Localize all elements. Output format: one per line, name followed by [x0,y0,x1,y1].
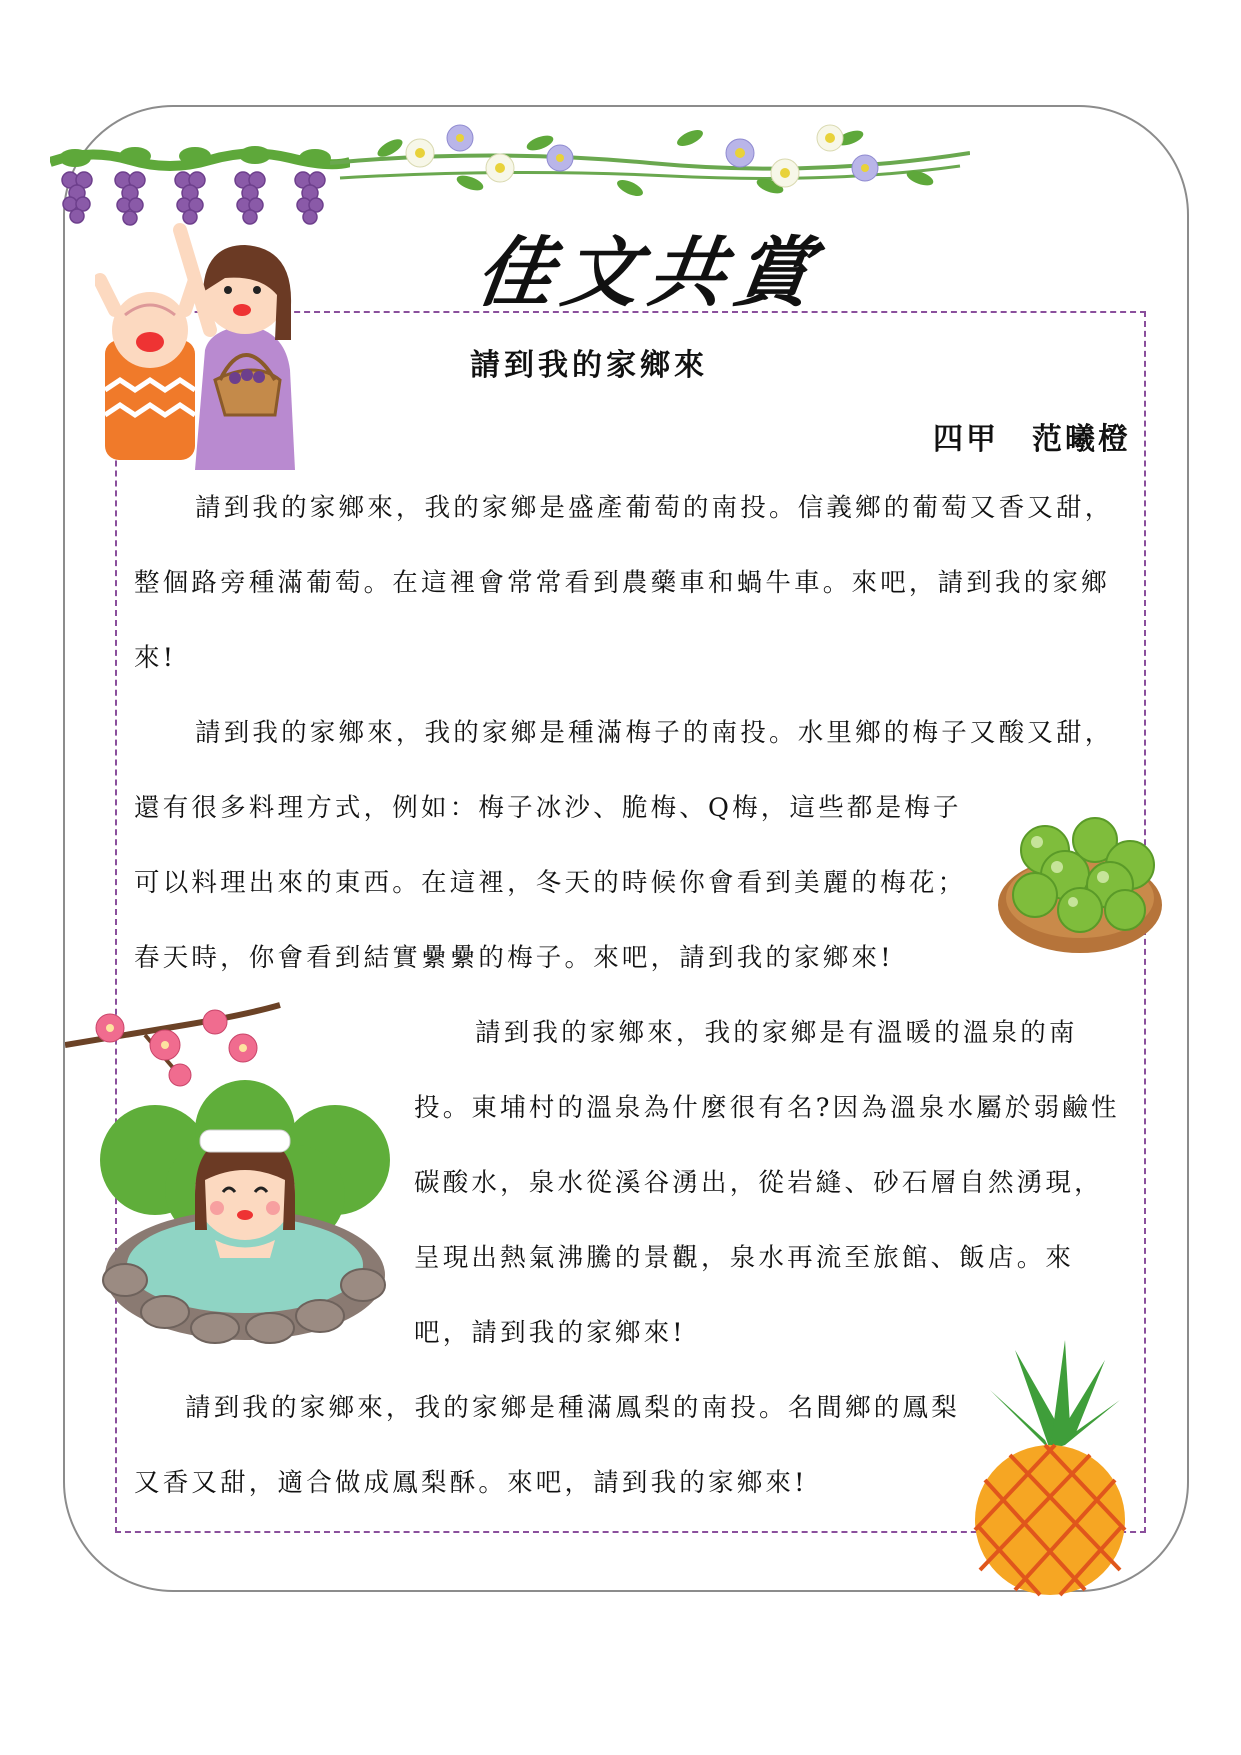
essay-title: 請到我的家鄉來 [470,348,708,383]
paragraph-3-line-5: 吧，請到我的家鄉來! [414,1318,686,1348]
essay-author: 四甲 范曦橙 [933,422,1131,457]
green-plums-illustration [995,810,1165,960]
hot-spring-girl-illustration [95,1080,395,1350]
flower-garland-illustration [330,108,970,218]
paragraph-1-line-1: 請到我的家鄉來，我的家鄉是盛產葡萄的南投。信義鄉的葡萄又香又甜， [195,493,1114,523]
paragraph-3-line-3: 碳酸水，泉水從溪谷湧出，從岩縫、砂石層自然湧現， [414,1168,1103,1198]
page-title: 佳文共賞 [470,228,828,317]
paragraph-3-line-2: 投。東埔村的溫泉為什麼很有名?因為溫泉水屬於弱鹼性 [414,1093,1120,1123]
paragraph-1-line-3: 來! [134,643,177,673]
plum-blossom-illustration [65,1000,285,1090]
paragraph-2-line-2: 還有很多料理方式，例如：梅子冰沙、脆梅、Q梅，這些都是梅子 [134,793,962,823]
mother-child-grapes-illustration [95,220,335,470]
paragraph-1-line-2: 整個路旁種滿葡萄。在這裡會常常看到農藥車和蝸牛車。來吧，請到我的家鄉 [134,568,1110,598]
paragraph-2-line-1: 請到我的家鄉來，我的家鄉是種滿梅子的南投。水里鄉的梅子又酸又甜， [195,718,1114,748]
paragraph-4-line-1: 請到我的家鄉來，我的家鄉是種滿鳳梨的南投。名間鄉的鳳梨 [185,1393,960,1423]
paragraph-3-line-4: 呈現出熱氣沸騰的景觀，泉水再流至旅館、飯店。來 [414,1243,1075,1273]
paragraph-2-line-3: 可以料理出來的東西。在這裡，冬天的時候你會看到美麗的梅花； [134,868,967,898]
paragraph-3-line-1: 請到我的家鄉來，我的家鄉是有溫暖的溫泉的南 [475,1018,1078,1048]
paragraph-2-line-4: 春天時，你會看到結實纍纍的梅子。來吧，請到我的家鄉來! [134,943,894,973]
paragraph-4-line-2: 又香又甜，適合做成鳳梨酥。來吧，請到我的家鄉來! [134,1468,808,1498]
pineapple-illustration [955,1340,1145,1600]
